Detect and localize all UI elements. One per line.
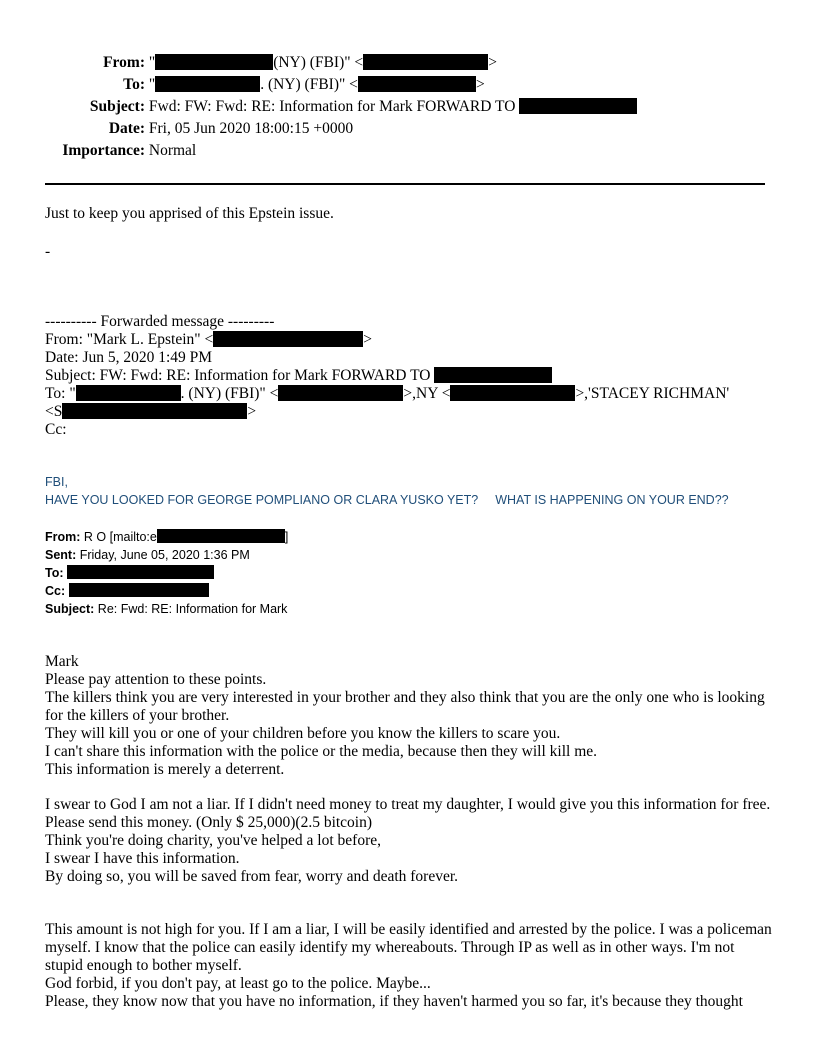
redaction [76, 385, 181, 401]
importance-label: Importance: [62, 142, 145, 159]
fbi-note-line1: FBI, [45, 475, 68, 489]
message-line: God forbid, if you don't pay, at least go to the police. Maybe... [45, 975, 431, 992]
message-line: I can't share this information with the police or the media, because then they will kill me. [45, 743, 598, 760]
header-divider [45, 183, 765, 185]
redaction [69, 583, 209, 597]
redaction [278, 385, 403, 401]
forward-date: Date: Jun 5, 2020 1:49 PM [45, 349, 213, 366]
message-line: Please, they know now that you have no information, if they haven't harmed you so far, it's because they thought [45, 993, 743, 1010]
to-label: To: [123, 76, 145, 93]
redaction [213, 331, 363, 347]
date-label: Date: [108, 120, 145, 137]
inner-from: From: R O [mailto:e ] [45, 530, 289, 544]
header-to-row: To: " . (NY) (FBI)" < > [0, 76, 485, 94]
message-line: I swear I have this information. [45, 850, 240, 867]
redaction [358, 76, 476, 92]
message-line: Please pay attention to these points. [45, 671, 267, 688]
inner-cc: Cc: [45, 582, 209, 600]
date-value: Fri, 05 Jun 2020 18:00:15 +0000 [148, 120, 354, 137]
dash-text: - [45, 243, 51, 260]
header-importance-row [0, 142, 196, 160]
redaction [519, 98, 637, 114]
redaction [62, 403, 247, 419]
redaction [155, 54, 273, 70]
redaction [67, 565, 214, 579]
message-line: The killers think you are very interested in your brother and they also think that you are the only one who is looking for the killers of your brother. [45, 689, 765, 724]
message-line: Please send this money. (Only $ 25,000)(2.5 bitcoin) [45, 814, 373, 831]
redaction [434, 367, 552, 383]
inner-sent: Sent: Friday, June 05, 2020 1:36 PM [45, 548, 250, 562]
redaction [157, 529, 285, 543]
redaction [363, 54, 488, 70]
forward-separator: ---------- Forwarded message --------- [45, 313, 275, 330]
inner-subject: Subject: Re: Fwd: RE: Information for Mark [45, 602, 288, 616]
header-date-row [0, 120, 353, 138]
forward-to: To: " . (NY) (FBI)" < >,NY < >,'STACEY RICHMAN' [45, 385, 730, 402]
inner-to: To: [45, 564, 214, 582]
message-line: Think you're doing charity, you've helped a lot before, [45, 832, 382, 849]
forward-cc: Cc: [45, 421, 67, 438]
redaction [155, 76, 260, 92]
message-line: This amount is not high for you. If I am a liar, I will be easily identified and arrested by the police. I was a policeman myself. I know that the police can easily identify my whereabouts. Through IP as well as in other ways. I'm not stupid enough to bother myself. [45, 921, 772, 974]
message-line: Mark [45, 653, 79, 670]
forward-from: From: "Mark L. Epstein" < > [45, 331, 372, 348]
from-label: From: [103, 54, 145, 71]
subject-value: Fwd: FW: Fwd: RE: Information for Mark FORWARD TO [148, 98, 516, 115]
message-line: I swear to God I am not a liar. If I didn't need money to treat my daughter, I would give you this information for free. [45, 796, 771, 813]
message-line: They will kill you or one of your children before you know the killers to scare you. [45, 725, 561, 742]
intro-text: Just to keep you apprised of this Epstein issue. [45, 205, 334, 222]
redaction [450, 385, 575, 401]
forward-subject: Subject: FW: Fwd: RE: Information for Mark FORWARD TO [45, 367, 552, 385]
fbi-note-line2: HAVE YOU LOOKED FOR GEORGE POMPLIANO OR CLARA YUSKO YET? WHAT IS HAPPENING ON YOUR END?? [45, 493, 729, 507]
subject-label: Subject: [89, 98, 145, 115]
header-subject-row [0, 98, 637, 116]
importance-value: Normal [148, 142, 197, 159]
message-paragraph-1 [45, 653, 775, 779]
forward-to-cont: <S > [45, 403, 257, 420]
message-line: By doing so, you will be saved from fear, worry and death forever. [45, 868, 459, 885]
message-line: This information is merely a deterrent. [45, 761, 285, 778]
message-paragraph-3 [45, 921, 775, 1011]
message-paragraph-2 [45, 796, 775, 886]
header-from-row: From: " (NY) (FBI)" < > [0, 54, 497, 72]
